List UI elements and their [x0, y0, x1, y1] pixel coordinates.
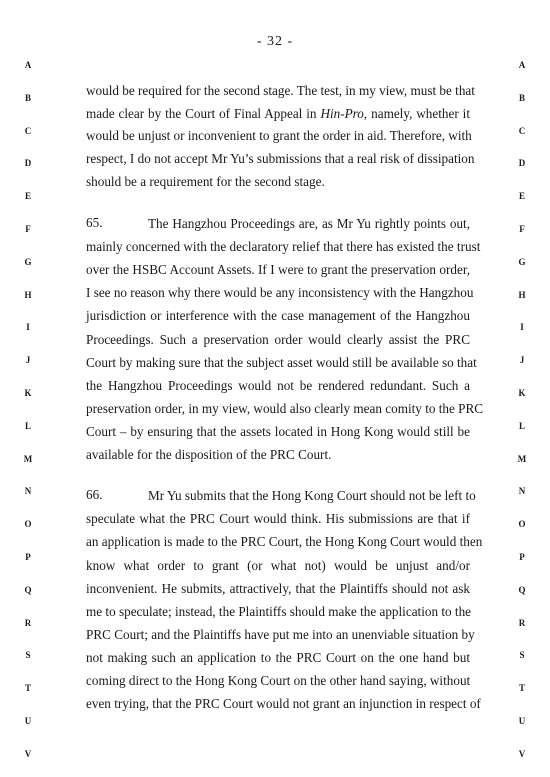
- margin-letter-right-h: H: [518, 289, 526, 300]
- text-line: available for the disposition of the PRC Court.: [86, 447, 332, 462]
- text-line: know what order to grant (or what not) would be unjust and/or: [86, 558, 470, 573]
- text-line: an application is made to the PRC Court, the Hong Kong Court would then: [86, 534, 483, 549]
- text-line: the Hangzhou Proceedings would not be rendered redundant. Such a: [86, 378, 470, 393]
- margin-letter-left-u: U: [24, 716, 32, 726]
- text-line: over the HSBC Account Assets. If I were to grant the preservation order,: [86, 262, 470, 277]
- margin-letter-left-q: Q: [24, 584, 32, 595]
- margin-letter-right-r: R: [518, 617, 526, 628]
- margin-letter-left-j: J: [25, 355, 31, 366]
- margin-letter-left-p: P: [25, 552, 31, 562]
- text-line: preservation order, in my view, would also clearly mean comity to the PRC: [86, 401, 484, 416]
- page-number: - 32 -: [256, 34, 294, 49]
- margin-letter-left-l: L: [24, 420, 31, 431]
- margin-letter-left-b: B: [24, 92, 31, 103]
- text-line: even trying, that the PRC Court would not grant an injunction in respect of: [86, 696, 481, 711]
- margin-letter-left-i: I: [26, 322, 30, 333]
- case-name: Hin-Pro: [320, 106, 364, 121]
- margin-letter-right-p: P: [519, 552, 525, 562]
- margin-letter-left-d: D: [24, 158, 32, 169]
- text-line: Mr Yu submits that the Hong Kong Court should not be left to: [148, 488, 476, 503]
- paragraph-number: 66.: [86, 487, 103, 502]
- margin-letter-right-a: A: [518, 60, 526, 70]
- margin-letter-right-t: T: [518, 683, 525, 694]
- text-line: should be a requirement for the second stage.: [86, 174, 325, 189]
- text-line: mainly concerned with the declaratory relief that there has existed the trust: [86, 239, 481, 254]
- margin-letter-left-k: K: [24, 388, 32, 398]
- text-line: coming direct to the Hong Kong Court on the other hand saying, without: [86, 673, 471, 688]
- text-line: The Hangzhou Proceedings are, as Mr Yu rightly points out,: [148, 216, 470, 231]
- margin-letter-right-b: B: [518, 92, 525, 103]
- margin-letter-right-j: J: [519, 355, 525, 366]
- text-line: would be unjust or inconvenient to grant the order in aid. Therefore, with: [86, 128, 472, 143]
- margin-letter-left-a: A: [24, 60, 32, 70]
- margin-letter-right-o: O: [518, 519, 526, 530]
- margin-letter-right-v: V: [518, 748, 526, 759]
- margin-letter-left-g: G: [24, 256, 32, 267]
- margin-letter-right-s: S: [519, 650, 525, 661]
- margin-letter-left-v: V: [24, 748, 32, 759]
- text-line: would be required for the second stage. The test, in my view, must be that: [86, 83, 475, 98]
- text-line: speculate what the PRC Court would think. His submissions are that if: [86, 511, 470, 526]
- margin-letter-right-g: G: [518, 256, 526, 267]
- margin-letter-right-l: L: [518, 420, 525, 431]
- margin-letter-right-i: I: [520, 322, 524, 333]
- text-line: not making such an application to the PRC Court on the one hand but: [86, 650, 470, 665]
- text-line: me to speculate; instead, the Plaintiffs should make the application to the: [86, 604, 472, 619]
- margin-letter-right-k: K: [518, 388, 526, 398]
- margin-letter-right-u: U: [518, 716, 526, 726]
- margin-letter-right-c: C: [518, 125, 526, 136]
- text-line: jurisdiction or interference with the case management of the Hangzhou: [86, 308, 470, 323]
- margin-letter-right-m: M: [517, 453, 527, 464]
- margin-letter-left-m: M: [23, 453, 33, 464]
- margin-letter-right-e: E: [518, 191, 525, 202]
- margin-letter-left-c: C: [24, 125, 32, 136]
- text-line: I see no reason why there would be any inconsistency with the Hangzhou: [86, 285, 474, 300]
- text-line: made clear by the Court of Final Appeal in Hin-Pro, namely, whether it: [86, 106, 470, 121]
- margin-letter-left-r: R: [24, 617, 32, 628]
- margin-letter-left-n: N: [24, 486, 32, 497]
- margin-letter-left-t: T: [24, 683, 31, 694]
- text-line: PRC Court; and the Plaintiffs have put me into an unenviable situation by: [86, 627, 475, 642]
- margin-letter-left-f: F: [25, 224, 31, 234]
- margin-letter-right-f: F: [519, 224, 525, 234]
- margin-letter-right-d: D: [518, 158, 526, 169]
- margin-letter-left-h: H: [24, 289, 32, 300]
- paragraph-number: 65.: [86, 215, 103, 230]
- margin-letter-left-e: E: [24, 191, 31, 202]
- margin-letter-right-n: N: [518, 486, 526, 497]
- margin-letter-left-s: S: [25, 650, 31, 661]
- text-line: respect, I do not accept Mr Yu’s submissions that a real risk of dissipation: [86, 151, 475, 166]
- margin-letter-left-o: O: [24, 519, 32, 530]
- text-line: Proceedings. Such a preservation order would clearly assist the PRC: [86, 332, 470, 347]
- text-line: Court – by ensuring that the assets located in Hong Kong would still be: [86, 424, 470, 439]
- margin-letter-right-q: Q: [518, 584, 526, 595]
- text-line: Court by making sure that the subject asset would still be available so that: [86, 355, 477, 370]
- text-line: inconvenient. He submits, attractively, that the Plaintiffs should not ask: [86, 581, 470, 596]
